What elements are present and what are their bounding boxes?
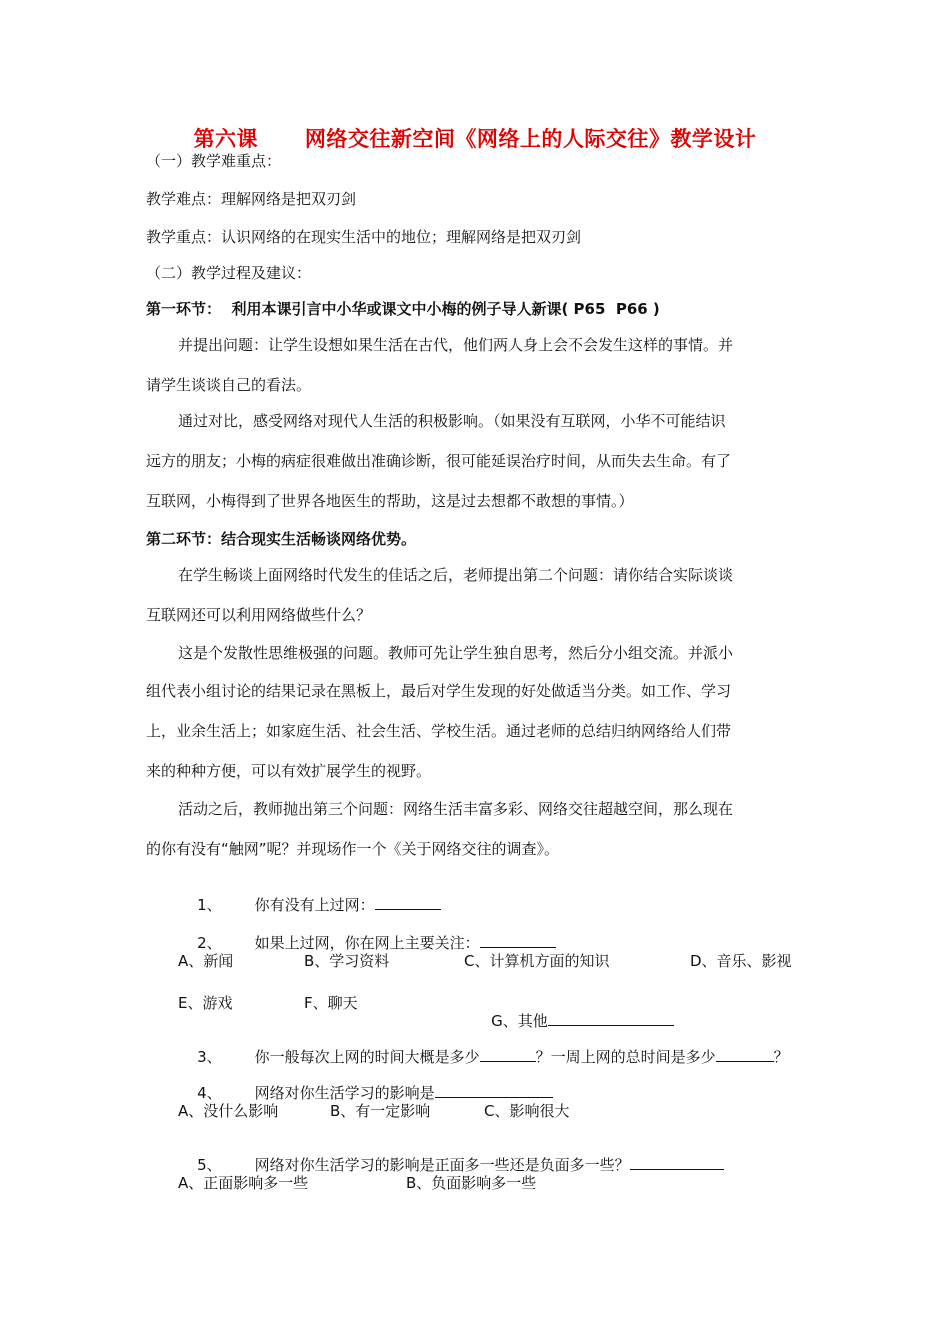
q4-text: 网络对你生活学习的影响是 bbox=[254, 1084, 435, 1102]
step1-title: 第一环节： 利用本课引言中小华或课文中小梅的例子导人新课( P65 P66 ) bbox=[146, 300, 660, 318]
q1-text: 你有没有上过网： bbox=[254, 896, 375, 914]
q4-number: 4、 bbox=[197, 1084, 222, 1102]
step2-paragraph2-line4: 来的种种方便，可以有效扩展学生的视野。 bbox=[146, 762, 432, 780]
q2-number: 2、 bbox=[197, 934, 222, 952]
q1-answer-blank[interactable] bbox=[375, 895, 441, 910]
step1-paragraph1-line1: 并提出问题：让学生设想如果生活在古代，他们两人身上会不会发生这样的事情。并 bbox=[178, 336, 734, 354]
step2-paragraph2-line1: 这是个发散性思维极强的问题。教师可先让学生独自思考，然后分小组交流。并派小 bbox=[178, 644, 734, 662]
step2-paragraph3-line2: 的你有没有“触网”呢？并现场作一个《关于网络交往的调查》。 bbox=[146, 840, 560, 858]
section1-heading: （一）教学难重点： bbox=[146, 152, 282, 170]
q5-option-a: A、正面影响多一些 bbox=[178, 1174, 309, 1192]
q2-option-d: D、音乐、影视 bbox=[690, 952, 792, 970]
step2-paragraph1-line2: 互联网还可以利用网络做些什么？ bbox=[146, 606, 372, 624]
step2-title: 第二环节：结合现实生活畅谈网络优势。 bbox=[146, 530, 417, 548]
q2-other-blank[interactable] bbox=[548, 1011, 674, 1026]
step1-paragraph2-line3: 互联网，小梅得到了世界各地医生的帮助，这是过去想都不敢想的事情。） bbox=[146, 492, 634, 510]
q3-per-session-blank[interactable] bbox=[480, 1047, 536, 1062]
teaching-key-point: 教学重点：认识网络的在现实生活中的地位；理解网络是把双刃剑 bbox=[146, 228, 582, 246]
q2-option-g-label: G、其他 bbox=[491, 1012, 548, 1030]
teaching-difficulty: 教学难点：理解网络是把双刃剑 bbox=[146, 190, 357, 208]
q5-number: 5、 bbox=[197, 1156, 222, 1174]
q4-option-a: A、没什么影响 bbox=[178, 1102, 279, 1120]
step2-paragraph2-line2: 组代表小组讨论的结果记录在黑板上，最后对学生发现的好处做适当分类。如工作、学习 bbox=[146, 682, 732, 700]
q3-text-b: ？一周上网的总时间是多少 bbox=[535, 1048, 716, 1066]
q1-number: 1、 bbox=[197, 896, 222, 914]
q3-text-c: ？ bbox=[773, 1048, 789, 1066]
q3-number: 3、 bbox=[197, 1048, 222, 1066]
page-title: 第六课 网络交往新空间《网络上的人际交往》教学设计 bbox=[193, 127, 757, 151]
q5-answer-blank[interactable] bbox=[630, 1155, 724, 1170]
step2-paragraph3-line1: 活动之后，教师抛出第三个问题：网络生活丰富多彩、网络交往超越空间，那么现在 bbox=[178, 800, 734, 818]
step2-paragraph1-line1: 在学生畅谈上面网络时代发生的佳话之后，老师提出第二个问题：请你结合实际谈谈 bbox=[178, 566, 734, 584]
q3-weekly-total-blank[interactable] bbox=[716, 1047, 774, 1062]
q5-text: 网络对你生活学习的影响是正面多一些还是负面多一些？ bbox=[254, 1156, 630, 1174]
q2-option-f: F、聊天 bbox=[304, 994, 358, 1012]
q4-answer-blank[interactable] bbox=[435, 1083, 553, 1098]
q2-option-a: A、新闻 bbox=[178, 952, 234, 970]
q2-answer-blank[interactable] bbox=[480, 933, 556, 948]
q4-option-c: C、影响很大 bbox=[484, 1102, 570, 1120]
step1-paragraph2-line1: 通过对比，感受网络对现代人生活的积极影响。（如果没有互联网，小华不可能结识 bbox=[178, 412, 726, 430]
step1-paragraph2-line2: 远方的朋友；小梅的病症很难做出准确诊断，很可能延误治疗时间，从而失去生命。有了 bbox=[146, 452, 732, 470]
q2-option-c: C、计算机方面的知识 bbox=[464, 952, 610, 970]
q2-text: 如果上过网，你在网上主要关注： bbox=[254, 934, 480, 952]
step2-paragraph2-line3: 上，业余生活上；如家庭生活、社会生活、学校生活。通过老师的总结归纳网络给人们带 bbox=[146, 722, 732, 740]
step1-paragraph1-line2: 请学生谈谈自己的看法。 bbox=[146, 376, 312, 394]
q2-option-e: E、游戏 bbox=[178, 994, 233, 1012]
q5-option-b: B、负面影响多一些 bbox=[406, 1174, 537, 1192]
q3-text-a: 你一般每次上网的时间大概是多少 bbox=[254, 1048, 480, 1066]
q2-option-b: B、学习资料 bbox=[304, 952, 390, 970]
section2-heading: （二）教学过程及建议： bbox=[146, 264, 312, 282]
q4-option-b: B、有一定影响 bbox=[330, 1102, 431, 1120]
